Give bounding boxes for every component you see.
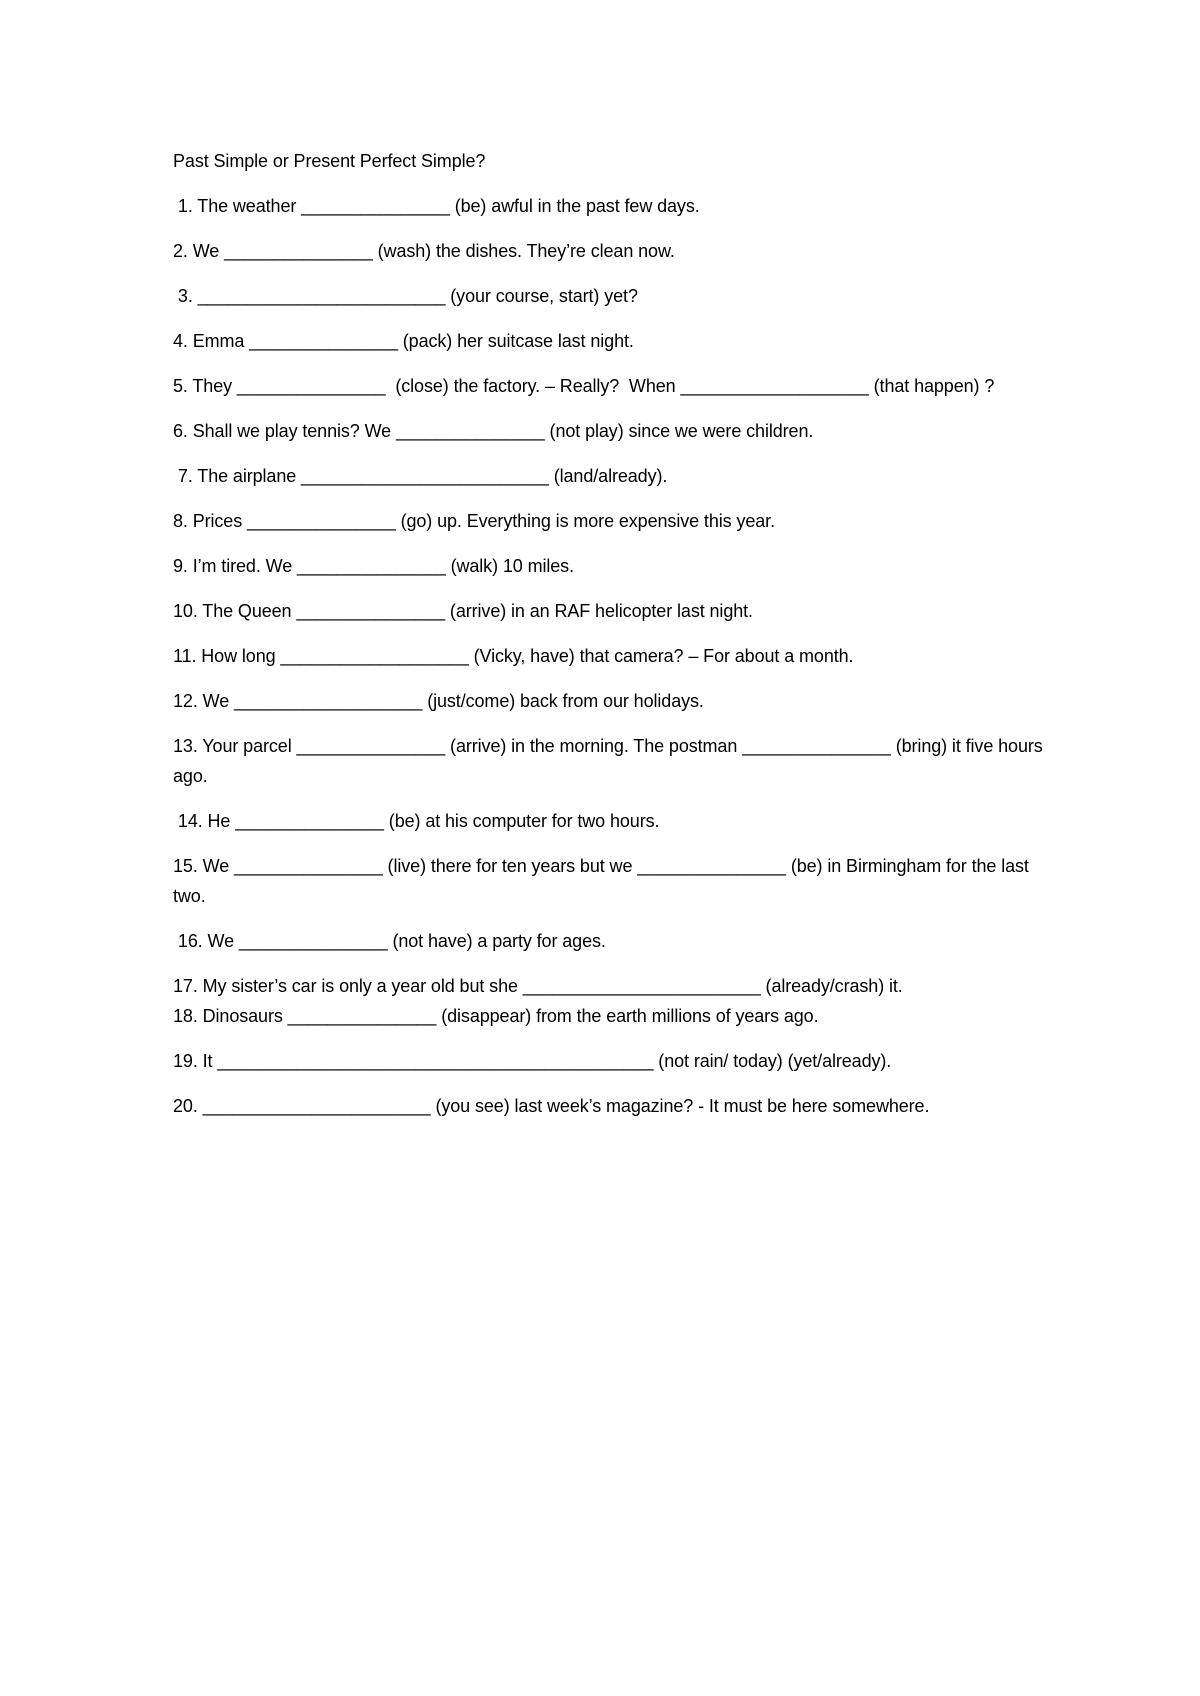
exercise-item-18: 18. Dinosaurs _______________ (disappear) from the earth millions of years ago. xyxy=(173,1006,819,1026)
exercise-item-13: 13. Your parcel _______________ (arrive) in the morning. The postman _______________ (bring) it five hours ago. xyxy=(173,736,1048,786)
exercise-item-1: 1. The weather _______________ (be) awful in the past few days. xyxy=(173,196,700,216)
exercise-item-10: 10. The Queen _______________ (arrive) in an RAF helicopter last night. xyxy=(173,601,753,621)
exercise-item-9: 9. I’m tired. We _______________ (walk) 10 miles. xyxy=(173,556,574,576)
exercise-item-14: 14. He _______________ (be) at his computer for two hours. xyxy=(173,811,660,831)
exercise-item-16: 16. We _______________ (not have) a party for ages. xyxy=(173,931,606,951)
exercise-item-11: 11. How long ___________________ (Vicky, have) that camera? – For about a month. xyxy=(173,646,854,666)
exercise-item-5: 5. They _______________ (close) the factory. – Really? When ___________________ (that happen) ? xyxy=(173,376,995,396)
exercise-item-2: 2. We _______________ (wash) the dishes. They’re clean now. xyxy=(173,241,675,261)
exercise-item-7: 7. The airplane _________________________ (land/already). xyxy=(173,466,668,486)
exercise-item-20: 20. _______________________ (you see) last week’s magazine? - It must be here somewhere. xyxy=(173,1096,930,1116)
exercise-item-6: 6. Shall we play tennis? We _______________ (not play) since we were children. xyxy=(173,421,814,441)
exercise-item-15: 15. We _______________ (live) there for ten years but we _______________ (be) in Birmingham for the last two. xyxy=(173,856,1034,906)
worksheet-title: Past Simple or Present Perfect Simple? xyxy=(173,151,486,171)
exercise-item-8: 8. Prices _______________ (go) up. Everything is more expensive this year. xyxy=(173,511,775,531)
exercise-item-12: 12. We ___________________ (just/come) back from our holidays. xyxy=(173,691,704,711)
exercise-item-3: 3. _________________________ (your course, start) yet? xyxy=(173,286,638,306)
exercise-item-19: 19. It ____________________________________________ (not rain/ today) (yet/already). xyxy=(173,1051,892,1071)
worksheet-content xyxy=(173,146,1053,1136)
exercise-item-4: 4. Emma _______________ (pack) her suitcase last night. xyxy=(173,331,634,351)
exercise-item-17: 17. My sister’s car is only a year old but she ________________________ (already/crash) it. xyxy=(173,976,903,996)
